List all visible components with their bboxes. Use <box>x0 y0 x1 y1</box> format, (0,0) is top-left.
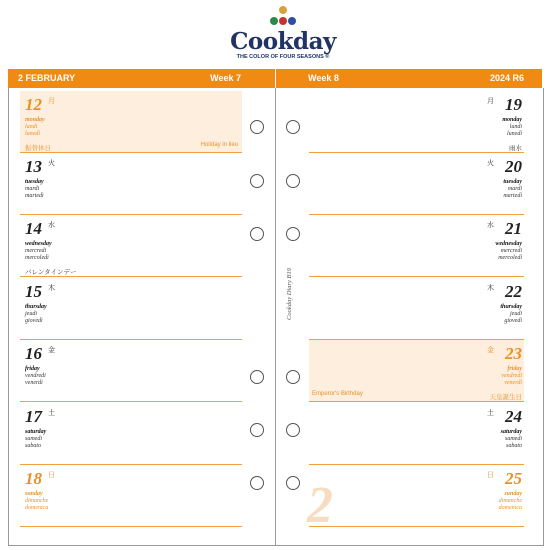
day-number: 15 <box>25 282 42 301</box>
day-number: 13 <box>25 157 42 176</box>
logo-dot-top <box>279 6 287 14</box>
weekday-english: wednesday <box>25 241 52 247</box>
weekday-english: sunday <box>25 491 43 497</box>
weekday-names <box>25 429 46 450</box>
day-number: 14 <box>25 219 42 238</box>
binder-hole-left-3 <box>250 227 264 241</box>
weekday-kanji: 日 <box>487 471 494 479</box>
logo-dots <box>226 4 340 28</box>
binder-hole-right-5 <box>286 423 300 437</box>
year-label: 2024 R6 <box>489 73 524 83</box>
weekday-names <box>25 117 45 138</box>
day-divider <box>309 276 524 277</box>
day-note: 振替休日 <box>25 144 51 152</box>
binder-hole-left-1 <box>250 120 264 134</box>
day-cell-right-6[interactable] <box>309 403 524 465</box>
weekday-italian: lunedì <box>25 131 40 137</box>
day-cell-left-2[interactable] <box>20 153 242 215</box>
holiday-event: Emperor's Birthday <box>312 391 363 397</box>
binder-hole-right-1 <box>286 120 300 134</box>
day-number: 22 <box>505 282 522 301</box>
week-label-right: Week 8 <box>308 73 339 83</box>
day-divider <box>309 526 524 527</box>
day-number: 19 <box>505 95 522 114</box>
weekday-italian: martedì <box>503 193 522 199</box>
logo-tagline: THE COLOR OF FOUR SEASONS ® <box>236 54 330 60</box>
weekday-italian: martedì <box>25 193 44 199</box>
weekday-french: vendredi <box>501 373 522 379</box>
weekday-kanji: 月 <box>487 97 494 105</box>
logo-dot-left <box>270 17 278 25</box>
weekday-names <box>25 304 47 325</box>
binder-hole-left-5 <box>250 423 264 437</box>
left-page-header <box>8 69 275 88</box>
weekday-kanji: 日 <box>48 471 55 479</box>
binder-hole-left-6 <box>250 476 264 490</box>
day-cell-left-6[interactable] <box>20 403 242 465</box>
week-label-left: Week 7 <box>210 73 241 83</box>
day-note: 雨水 <box>509 144 522 152</box>
weekday-english: thursday <box>500 304 522 310</box>
weekday-english: monday <box>502 117 522 123</box>
weekday-kanji: 土 <box>487 409 494 417</box>
brand-logo <box>226 4 340 64</box>
day-cell-right-7[interactable] <box>309 465 524 527</box>
day-number: 18 <box>25 469 42 488</box>
weekday-names <box>25 179 44 200</box>
weekday-italian: lunedì <box>507 131 522 137</box>
weekday-french: mercredi <box>25 248 47 254</box>
binder-hole-right-4 <box>286 370 300 384</box>
day-number: 23 <box>505 344 522 363</box>
weekday-english: tuesday <box>25 179 44 185</box>
weekday-kanji: 火 <box>48 159 55 167</box>
weekday-french: mercredi <box>500 248 522 254</box>
weekday-italian: sabato <box>25 443 42 449</box>
page-spine <box>275 88 276 545</box>
weekday-italian: giovedì <box>504 318 522 324</box>
weekday-kanji: 土 <box>48 409 55 417</box>
logo-dot-right <box>288 17 296 25</box>
day-cell-right-3[interactable] <box>309 215 524 277</box>
weekday-italian: domenica <box>25 505 49 511</box>
day-divider <box>309 401 524 402</box>
day-number: 12 <box>25 95 42 114</box>
day-cell-left-7[interactable] <box>20 465 242 527</box>
weekday-names <box>25 491 48 512</box>
weekday-french: samedi <box>505 436 522 442</box>
weekday-english: friday <box>25 366 40 372</box>
weekday-french: mardi <box>25 186 40 192</box>
weekday-kanji: 火 <box>487 159 494 167</box>
weekday-french: lundi <box>509 124 522 130</box>
logo-dot-middle <box>279 17 287 25</box>
weekday-names <box>25 366 46 387</box>
weekday-french: jeudi <box>510 311 522 317</box>
binder-hole-left-2 <box>250 174 264 188</box>
month-watermark: 2 <box>307 477 333 534</box>
binder-hole-right-3 <box>286 227 300 241</box>
weekday-names <box>499 491 522 512</box>
weekday-kanji: 金 <box>487 346 494 354</box>
weekday-french: dimanche <box>498 498 522 504</box>
weekday-english: monday <box>25 117 45 123</box>
day-divider <box>20 526 242 527</box>
weekday-kanji: 金 <box>48 346 55 354</box>
day-cell-right-2[interactable] <box>309 153 524 215</box>
weekday-french: samedi <box>25 436 42 442</box>
weekday-kanji: 木 <box>48 284 55 292</box>
day-number: 16 <box>25 344 42 363</box>
weekday-italian: giovedì <box>25 318 43 324</box>
logo-wordmark: Cookday <box>230 28 336 55</box>
weekday-french: lundi <box>25 124 38 130</box>
day-divider <box>20 401 242 402</box>
binder-hole-left-4 <box>250 370 264 384</box>
binder-hole-right-2 <box>286 174 300 188</box>
weekday-names <box>501 366 522 387</box>
day-number: 25 <box>505 469 522 488</box>
day-cell-right-1[interactable] <box>309 91 524 153</box>
month-title: 2 FEBRUARY <box>18 73 76 83</box>
spine-brand-text: Cookday Diary B19 <box>286 268 293 320</box>
weekday-kanji: 水 <box>48 221 55 229</box>
day-cell-right-5[interactable] <box>309 340 524 402</box>
day-cell-right-4[interactable] <box>309 278 524 340</box>
day-note: バレンタインデー <box>25 268 77 276</box>
holiday-event: Holiday in lieu <box>200 142 238 148</box>
day-cell-left-1[interactable] <box>20 91 242 153</box>
weekday-english: saturday <box>500 429 522 435</box>
weekday-names <box>502 117 522 138</box>
weekday-italian: mercoledì <box>25 255 49 261</box>
weekday-english: thursday <box>25 304 47 310</box>
weekday-english: tuesday <box>503 179 522 185</box>
weekday-names <box>25 241 52 262</box>
day-number: 20 <box>505 157 522 176</box>
weekday-names <box>500 304 522 325</box>
weekday-italian: sabato <box>505 443 522 449</box>
weekday-english: sunday <box>504 491 522 497</box>
weekday-french: vendredi <box>25 373 46 379</box>
weekday-italian: mercoledì <box>498 255 522 261</box>
weekday-french: mardi <box>507 186 522 192</box>
weekday-names <box>503 179 522 200</box>
day-cell-left-5[interactable] <box>20 340 242 402</box>
right-page-header <box>276 69 542 88</box>
weekday-kanji: 木 <box>487 284 494 292</box>
weekday-english: friday <box>507 366 522 372</box>
weekday-french: jeudi <box>25 311 37 317</box>
binder-hole-right-6 <box>286 476 300 490</box>
weekday-kanji: 水 <box>487 221 494 229</box>
weekday-italian: domenica <box>498 505 522 511</box>
day-cell-left-4[interactable] <box>20 278 242 340</box>
weekday-names <box>495 241 522 262</box>
weekday-french: dimanche <box>25 498 49 504</box>
weekday-kanji: 月 <box>48 97 55 105</box>
day-divider <box>20 276 242 277</box>
day-number: 21 <box>505 219 522 238</box>
weekday-names <box>501 429 522 450</box>
day-number: 24 <box>505 407 522 426</box>
weekday-english: wednesday <box>495 241 522 247</box>
day-note: 天皇誕生日 <box>489 393 522 401</box>
weekday-english: saturday <box>25 429 47 435</box>
day-cell-left-3[interactable] <box>20 215 242 277</box>
day-number: 17 <box>25 407 42 426</box>
weekday-italian: venerdì <box>504 380 522 386</box>
weekday-italian: venerdì <box>25 380 43 386</box>
